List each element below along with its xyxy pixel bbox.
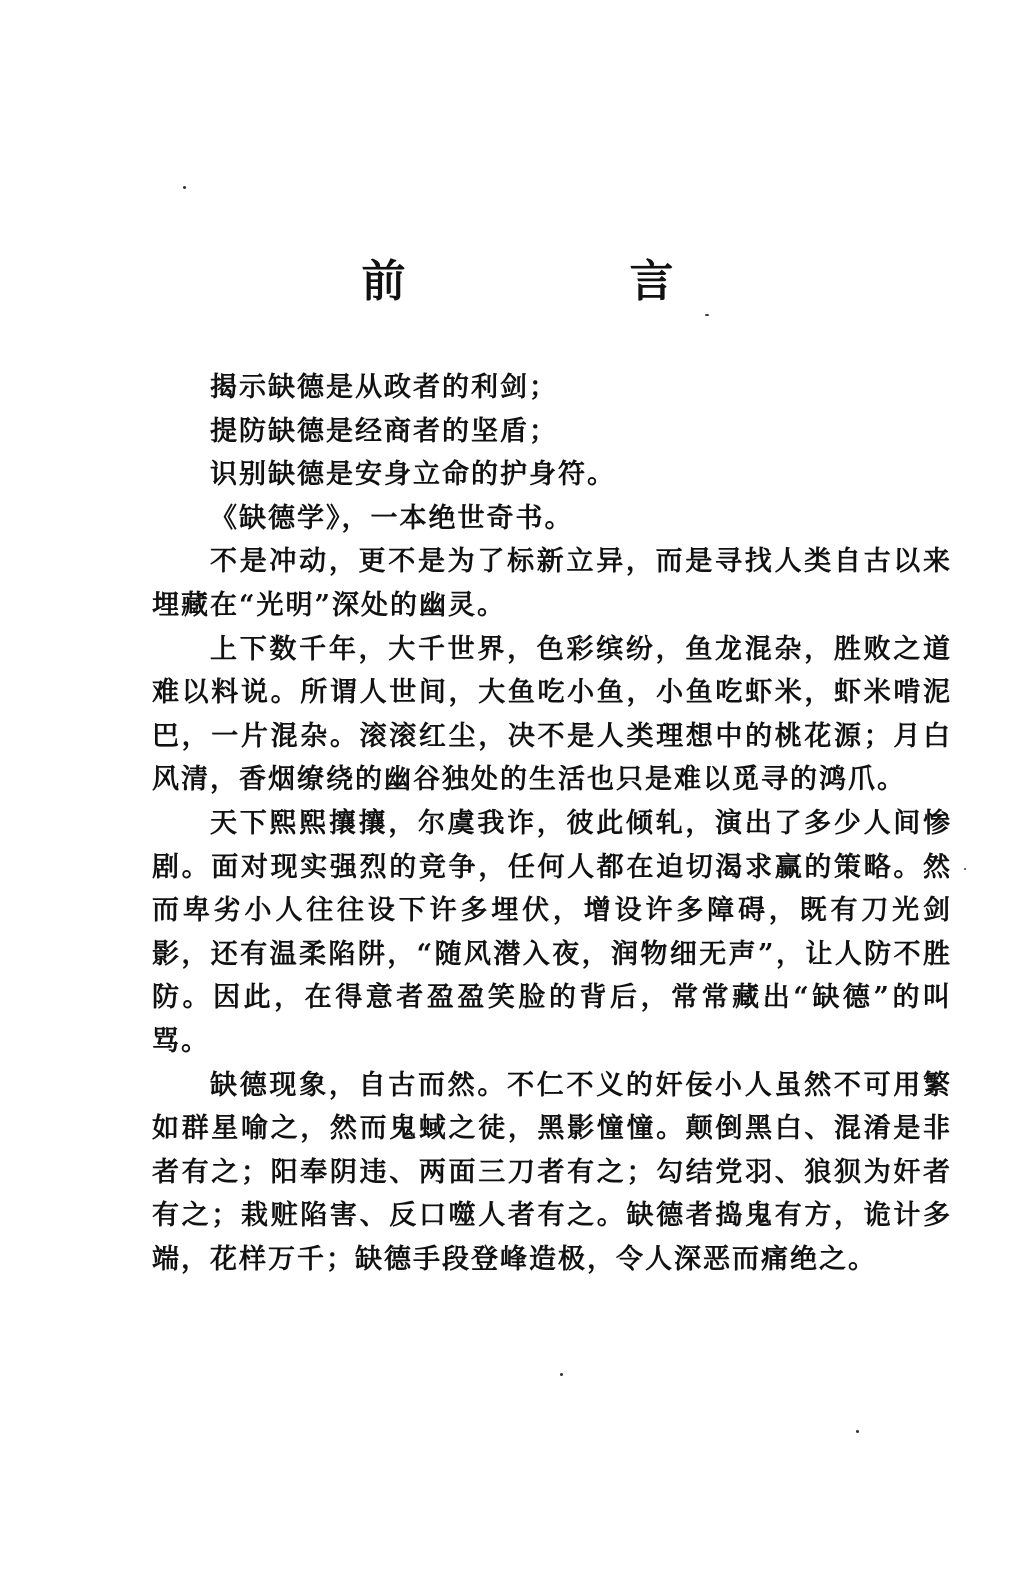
body-text [152, 366, 952, 1281]
scan-speck [964, 868, 966, 870]
paragraph: 提防缺德是经商者的坚盾； [210, 415, 558, 447]
paragraph: 揭示缺德是从政者的利剑； [210, 372, 558, 403]
scan-speck [560, 1373, 563, 1376]
scan-speck [705, 314, 709, 316]
paragraph: 《缺德学》，一本绝世奇书。 [210, 502, 574, 534]
paragraph: 识别缺德是安身立命的护身符。 [210, 459, 616, 491]
paragraph: 上下数千年，大千世界，色彩缤纷，鱼龙混杂，胜败之道难以料说。所谓人世间，大鱼吃小鱼，小鱼吃虾米，虾米啃泥巴，一片混杂。滚滚红尘，决不是人类理想中的桃花源；月白风清，香烟缭绕的幽谷独处的生活也只是难以觅寻的鸿爪。 [152, 633, 952, 796]
paragraph: 天下熙熙攘攘，尔虞我诈，彼此倾轧，演出了多少人间惨剧。面对现实强烈的竞争，任何人都在迫切渴求赢的策略。然而卑劣小人往往设下许多埋伏，增设许多障碍，既有刀光剑影，还有温柔陷阱，“随风潜入夜，润物细无声”，让人防不胜防。因此，在得意者盈盈笑脸的背后，常常藏出“缺德”的叫骂。 [152, 807, 952, 1057]
page-title: 前 言 [361, 256, 764, 307]
paragraph: 不是冲动，更不是为了标新立异，而是寻找人类自古以来埋藏在“光明”深处的幽灵。 [152, 546, 952, 621]
scan-speck [183, 186, 186, 189]
scan-speck [856, 1430, 859, 1433]
paragraph: 缺德现象，自古而然。不仁不义的奸佞小人虽然不可用繁如群星喻之，然而鬼蜮之徒，黑影憧憧。颠倒黑白、混淆是非者有之；阳奉阴违、两面三刀者有之；勾结党羽、狼狈为奸者有之；栽赃陷害、反口噬人者有之。缺德者捣鬼有方，诡计多端，花样万千；缺德手段登峰造极，令人深恶而痛绝之。 [152, 1069, 952, 1275]
